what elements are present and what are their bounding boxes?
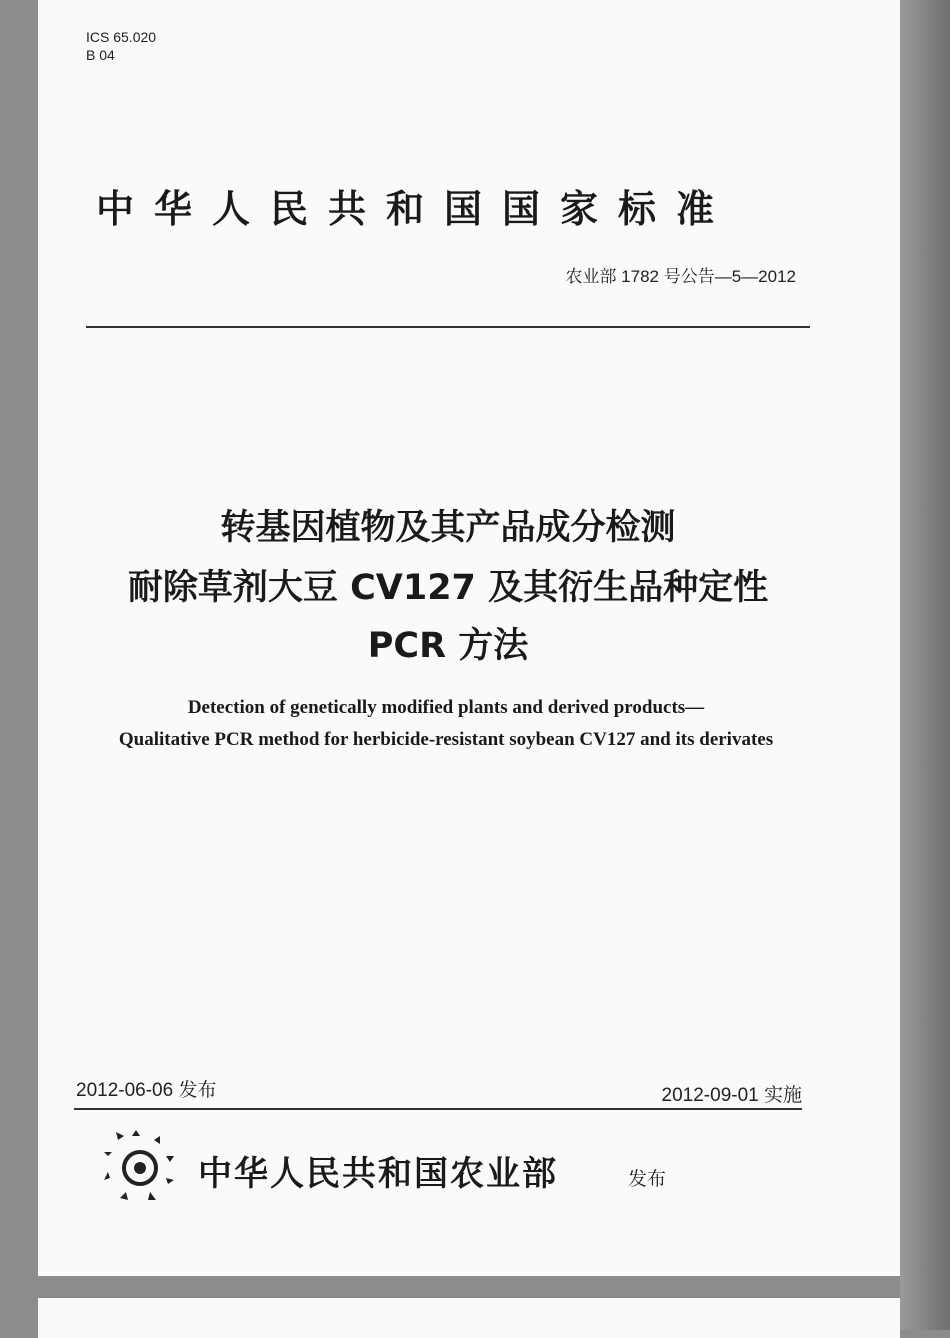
issuing-ministry: 中华人民共和国农业部	[198, 1154, 558, 1194]
ics-code: ICS 65.020	[86, 29, 157, 45]
standard-title: 中华人民共和国国家标准	[96, 187, 735, 231]
cn-title-line-3: PCR 方法	[367, 626, 529, 666]
en-title-line-2: Qualitative PCR method for herbicide-resistant soybean CV127 and its derivates	[118, 729, 774, 750]
footer-divider	[74, 1108, 802, 1110]
classification-codes	[86, 28, 156, 64]
en-title-line-1: Detection of genetically modified plants and derived products—	[187, 697, 705, 718]
implementation-date: 2012-09-01 实施	[661, 1085, 802, 1106]
standard-number: 农业部 1782 号公告—5—2012	[565, 267, 796, 286]
ministry-emblem-icon	[100, 1128, 178, 1204]
header-divider	[86, 326, 810, 328]
cn-title-line-1: 转基因植物及其产品成分检测	[220, 508, 676, 548]
cn-title-line-2: 耐除草剂大豆 CV127 及其衍生品种定性	[127, 568, 769, 608]
issue-date: 2012-06-06 发布	[76, 1080, 217, 1101]
viewer-scroll-edge	[900, 0, 950, 1330]
publish-label: 发布	[628, 1168, 667, 1190]
next-page-edge	[38, 1298, 900, 1338]
ccs-code: B 04	[86, 47, 115, 63]
